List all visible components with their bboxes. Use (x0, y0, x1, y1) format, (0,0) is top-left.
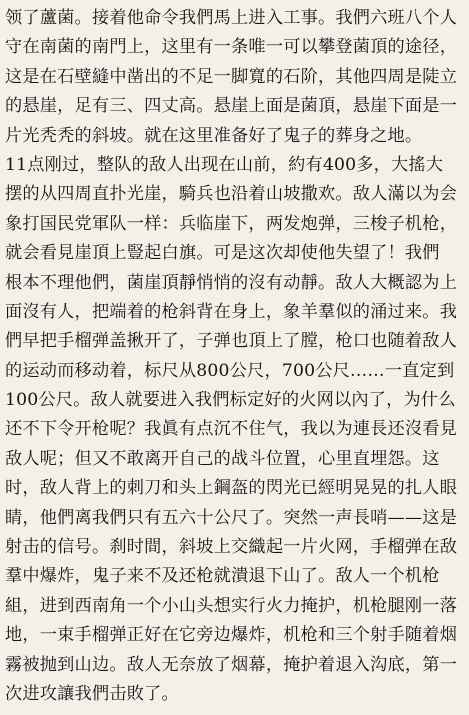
text-line: 11点刚过，整队的敌人出现在山前，約有400多，大搖大 (5, 154, 444, 175)
body-text (5, 4, 467, 709)
text-line: 片光秃秃的斜坡。就在这里准备好了鬼子的葬身之地。 (5, 125, 423, 146)
text-line: 守在南菌的南門上，这里有一条唯一可以攀登菌頂的途径， (5, 37, 458, 58)
text-line: 领了蘆菌。接着他命令我們馬上进入工事。我們六班八个人 (5, 8, 458, 28)
text-line: 睛，他們离我們只有五六十公尺了。突然一声長哨——这是 (5, 507, 458, 528)
text-line: 摆的从四周直扑光崖，騎兵也沿着山坡撒欢。敌人滿以为会 (5, 184, 458, 205)
text-line: 的悬崖，足有三、四丈高。悬崖上面是菌頂，悬崖下面是一 (5, 96, 458, 117)
text-line: 羣中爆炸，鬼子来不及还枪就潰退下山了。敌人一个机枪 (5, 566, 440, 587)
text-line: 次进攻讓我們击敗了。 (5, 683, 179, 704)
text-line: 100公尺。敌人就要进入我們标定好的火网以內了，为什么 (5, 390, 456, 411)
text-line: 敌人呢；但又不敢离开自己的战斗位置，心里直埋怨。这 (5, 448, 440, 469)
text-line: 还不下令开枪呢？我眞有点沉不住气，我以为連長还沒看見 (5, 419, 458, 440)
text-line: 射击的信号。刹时間，斜坡上交織起一片火网，手榴弹在敌 (5, 537, 458, 558)
text-line: 面沒有人，把端着的枪斜背在身上，象羊羣似的涌过来。我 (5, 301, 458, 322)
text-line: 这是在石壁縫中凿出的不足一脚寬的石阶，其他四周是陡立 (5, 66, 458, 87)
text-line: 地，一束手榴弹正好在它旁边爆炸，机枪和三个射手随着烟 (5, 625, 458, 646)
text-line: 时，敌人背上的刺刀和头上鋼盔的閃光已經明晃晃的扎人眼 (5, 478, 458, 499)
text-line: 們早把手榴弹盖揪开了，子弹也頂上了膛，枪口也随着敌人 (5, 331, 458, 352)
text-line: 根本不理他們，菌崖頂靜悄悄的沒有动靜。敌人大概認为上 (5, 272, 458, 293)
text-line: 象打国民党軍队一样：兵临崖下，两发炮弹，三梭子机枪， (5, 213, 458, 234)
text-line: 霧被抛到山边。敌人无奈放了烟幕，掩护着退入沟底，第一 (5, 654, 458, 675)
text-line: 的运动而移动着，标尺从800公尺，700公尺……一直定到 (5, 360, 455, 381)
text-line: 就会看見崖頂上豎起白旗。可是这次却使他失望了！我們 (5, 243, 440, 264)
text-line: 組，进到西南角一个小山头想实行火力掩护，机枪腿刚一落 (5, 595, 458, 616)
